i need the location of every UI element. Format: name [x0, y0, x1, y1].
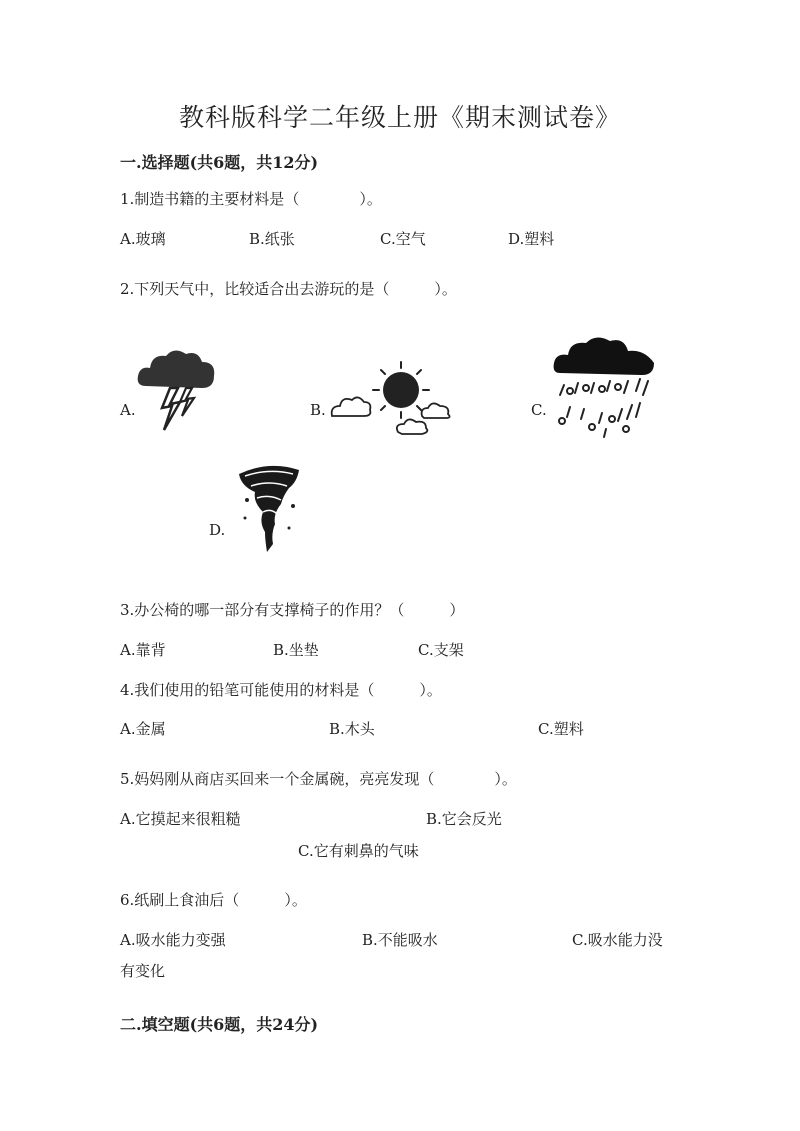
q5-option-c: C.它有刺鼻的气味 — [298, 842, 419, 860]
sunny-icon — [328, 360, 456, 438]
q3-option-b: B.坐垫 — [273, 641, 319, 659]
q3-option-c: C.支架 — [418, 641, 464, 659]
q1-option-c: C.空气 — [380, 230, 426, 248]
q6-option-c: C.吸水能力没 — [572, 931, 663, 949]
q4-option-b: B.木头 — [329, 720, 375, 738]
q6-option-c-continued: 有变化 — [120, 962, 166, 980]
q6-option-b: B.不能吸水 — [362, 931, 438, 949]
tornado-icon — [235, 460, 305, 556]
q4-option-c: C.塑料 — [538, 720, 584, 738]
question-2-stem: 2.下列天气中，比较适合出去游玩的是（ ）。 — [120, 280, 457, 298]
page-title: 教科版科学二年级上册《期末测试卷》 — [178, 103, 621, 132]
q5-option-a: A.它摸起来很粗糙 — [120, 810, 241, 828]
section-heading-fill-in: 二.填空题(共6题，共24分) — [120, 1015, 319, 1034]
q5-option-b: B.它会反光 — [426, 810, 502, 828]
q4-option-a: A.金属 — [120, 720, 166, 738]
section-heading-choice: 一.选择题(共6题，共12分) — [120, 153, 319, 172]
question-1-stem: 1.制造书籍的主要材料是（ ）。 — [120, 190, 382, 208]
question-3-stem: 3.办公椅的哪一部分有支撑椅子的作用？（ ） — [120, 601, 465, 619]
q1-option-a: A.玻璃 — [120, 230, 166, 248]
heavy-rain-icon — [550, 333, 658, 441]
q1-option-b: B.纸张 — [249, 230, 295, 248]
q6-option-a: A.吸水能力变强 — [120, 931, 226, 949]
q2-option-c-label: C. — [531, 401, 547, 419]
question-6-stem: 6.纸刷上食油后（ ）。 — [120, 891, 307, 909]
q1-option-d: D.塑料 — [508, 230, 555, 248]
question-4-stem: 4.我们使用的铅笔可能使用的材料是（ ）。 — [120, 681, 442, 699]
q2-option-d-label: D. — [209, 521, 226, 539]
q2-option-a-label: A. — [120, 401, 136, 419]
q2-option-b-label: B. — [310, 401, 326, 419]
thunderstorm-icon — [136, 346, 218, 438]
question-5-stem: 5.妈妈刚从商店买回来一个金属碗，亮亮发现（ ）。 — [120, 770, 517, 788]
q3-option-a: A.靠背 — [120, 641, 166, 659]
